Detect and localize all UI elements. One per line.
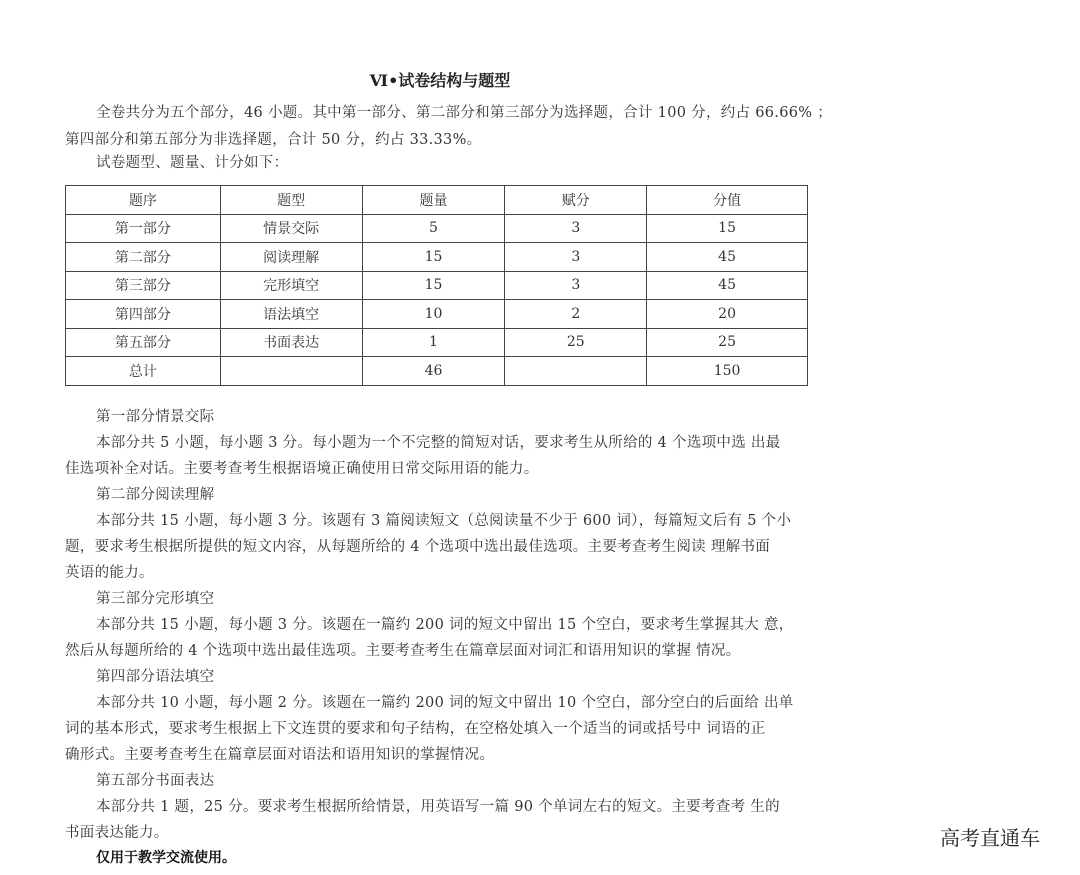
table-cell: 45	[647, 243, 808, 272]
section-heading: 第四部分语法填空	[96, 669, 215, 685]
section-text-line: 然后从每题所给的 4 个选项中选出最佳选项。主要考查考生在篇章层面对词汇和语用知识的掌握 情况。	[65, 643, 741, 659]
section-heading: 第二部分阅读理解	[96, 487, 215, 503]
header-cell: 赋分	[505, 186, 647, 215]
table-cell: 2	[505, 300, 647, 329]
intro-line: 全卷共分为五个部分，46 小题。其中第一部分、第二部分和第三部分为选择题，合计 100 分，约占 66.66% ；	[96, 105, 833, 121]
intro-line: 第四部分和第五部分为非选择题，合计 50 分，约占 33.33%。	[65, 132, 482, 148]
table-cell: 150	[647, 357, 808, 386]
section-text-line: 本部分共 10 小题，每小题 2 分。该题在一篇约 200 词的短文中留出 10 个空白，部分空白的后面给 出单	[96, 695, 794, 711]
section-text-line: 题，要求考生根据所提供的短文内容，从每题所给的 4 个选项中选出最佳选项。主要考查考生阅读 理解书面	[65, 539, 771, 555]
table-cell: 3	[505, 271, 647, 300]
table-cell: 25	[505, 328, 647, 357]
header-cell: 分值	[647, 186, 808, 215]
section-text-line: 佳选项补全对话。主要考查考生根据语境正确使用日常交际用语的能力。	[65, 461, 539, 477]
section-heading: 第一部分情景交际	[96, 409, 215, 425]
section-text-line: 本部分共 1 题，25 分。要求考生根据所给情景，用英语写一篇 90 个单词左右的短文。主要考查考 生的	[96, 799, 780, 815]
table-cell: 完形填空	[220, 271, 362, 300]
section-heading: 第五部分书面表达	[96, 773, 215, 789]
table-cell: 10	[362, 300, 505, 329]
table-cell: 第四部分	[66, 300, 221, 329]
table-cell: 5	[362, 214, 505, 243]
table-cell: 15	[362, 243, 505, 272]
section-text-line: 本部分共 5 小题，每小题 3 分。每小题为一个不完整的简短对话，要求考生从所给的 4 个选项中选 出最	[96, 435, 781, 451]
table-cell: 20	[647, 300, 808, 329]
section-text-line: 词的基本形式，要求考生根据上下文连贯的要求和句子结构，在空格处填入一个适当的词或括号中 词语的正	[65, 721, 766, 737]
table-cell: 语法填空	[220, 300, 362, 329]
footer-note: 仅用于教学交流使用。	[96, 850, 236, 866]
table-row	[66, 328, 808, 357]
table-cell: 1	[362, 328, 505, 357]
document-title: Ⅵ•试卷结构与题型	[369, 71, 511, 90]
table-cell: 书面表达	[220, 328, 362, 357]
table-row	[66, 300, 808, 329]
table-cell: 15	[362, 271, 505, 300]
table-cell: 25	[647, 328, 808, 357]
section-text-line: 确形式。主要考查考生在篇章层面对语法和语用知识的掌握情况。	[65, 747, 495, 763]
table-cell: 总计	[66, 357, 221, 386]
table-cell: 3	[505, 243, 647, 272]
header-cell: 题量	[362, 186, 505, 215]
table-row	[66, 243, 808, 272]
table-cell: 第二部分	[66, 243, 221, 272]
table-cell: 3	[505, 214, 647, 243]
header-cell: 题型	[220, 186, 362, 215]
table-cell: 第五部分	[66, 328, 221, 357]
table-cell: 46	[362, 357, 505, 386]
table-row	[66, 357, 808, 386]
section-text-line: 本部分共 15 小题，每小题 3 分。该题在一篇约 200 词的短文中留出 15 个空白，要求考生掌握其大 意，	[96, 617, 794, 633]
table-row	[66, 214, 808, 243]
section-heading: 第三部分完形填空	[96, 591, 215, 607]
score-table	[65, 185, 808, 386]
table-cell: 情景交际	[220, 214, 362, 243]
table-cell	[220, 357, 362, 386]
table-cell: 15	[647, 214, 808, 243]
table-row	[66, 271, 808, 300]
watermark: 高考直通车	[940, 826, 1040, 850]
section-text-line: 英语的能力。	[65, 565, 154, 581]
section-text-line: 本部分共 15 小题，每小题 3 分。该题有 3 篇阅读短文（总阅读量不少于 600 词），每篇短文后有 5 个小	[96, 513, 792, 529]
table-cell: 第三部分	[66, 271, 221, 300]
intro-line: 试卷题型、题量、计分如下：	[96, 155, 289, 171]
table-header-row	[66, 186, 808, 215]
table-cell: 第一部分	[66, 214, 221, 243]
table-cell: 阅读理解	[220, 243, 362, 272]
section-text-line: 书面表达能力。	[65, 825, 169, 841]
table-cell	[505, 357, 647, 386]
table-cell: 45	[647, 271, 808, 300]
header-cell: 题序	[66, 186, 221, 215]
